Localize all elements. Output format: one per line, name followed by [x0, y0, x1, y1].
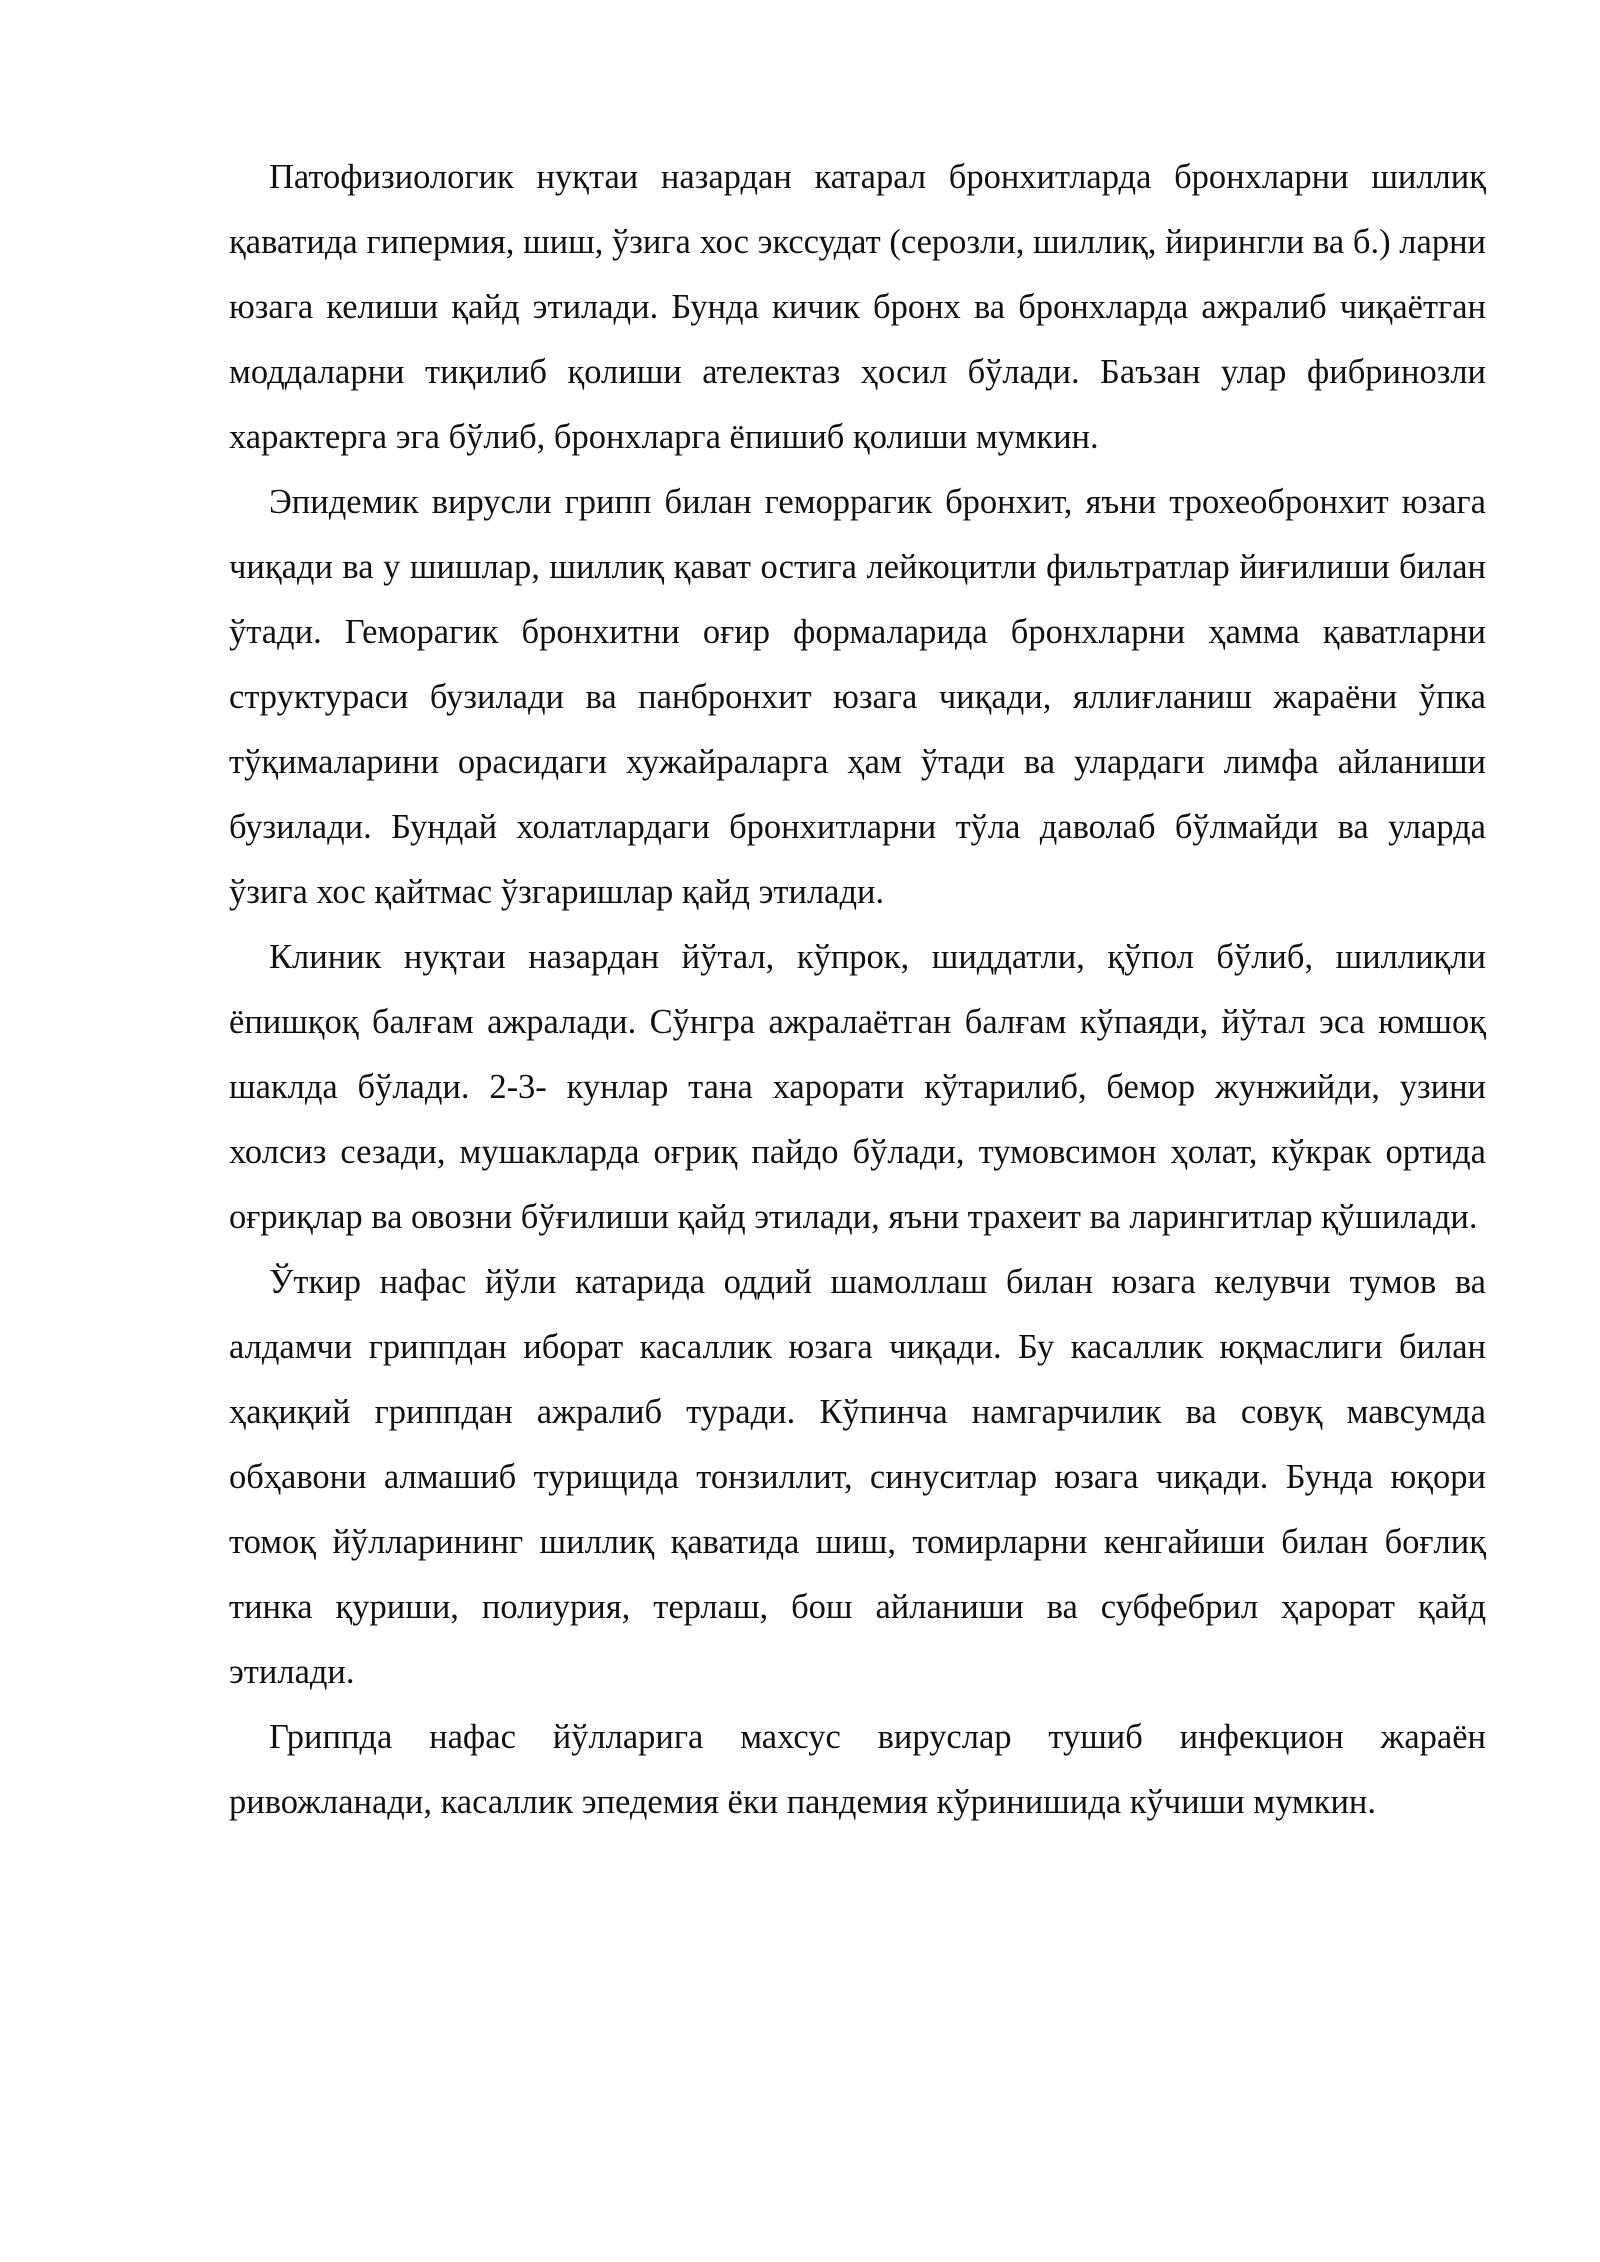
paragraph-acute-respiratory-catarrh: Ўткир нафас йўли катарида оддий шамоллаш билан юзага келувчи тумов ва алдамчи гриппдан иборат касаллик юзага чиқади. Бу касаллик юқмаслиги билан ҳақиқий гриппдан ажралиб туради. Кўпинча намгарчилик ва совуқ мавсумда обҳавони алмашиб турищида тонзиллит, синуситлар юзага чиқади. Бунда юқори томоқ йўлларининг шиллиқ қаватида шиш, томирларни кенгайиши билан боғлиқ тинка қуриши, полиурия, терлаш, бош айланиши ва субфебрил ҳарорат қайд этилади.	[229, 1263, 1486, 1691]
paragraph-influenza-viruses: Гриппда нафас йўлларига махсус вируслар тушиб инфекцион жараён ривожланади, касаллик эпедемия ёки пандемия кўринишида кўчиши мумкин.	[229, 1718, 1486, 1821]
paragraph-pathophysiology: Патофизиологик нуқтаи назардан катарал бронхитларда бронхларни шиллиқ қаватида гипермия, шиш, ўзига хос экссудат (серозли, шиллиқ, йирингли ва б.) ларни юзага келиши қайд этилади. Бунда кичик бронх ва бронхларда ажралиб чиқаётган моддаларни тиқилиб қолиши ателектаз ҳосил бўлади. Баъзан улар фибринозли характерга эга бўлиб, бронхларга ёпишиб қолиши мумкин.	[229, 158, 1486, 456]
paragraph-clinical-picture: Клиник нуқтаи назардан йўтал, кўпрок, шиддатли, қўпол бўлиб, шиллиқли ёпишқоқ балғам ажралади. Сўнгра ажралаётган балғам кўпаяди, йўтал эса юмшоқ шаклда бўлади. 2-3- кунлар тана харорати кўтарилиб, бемор жунжийди, узини холсиз сезади, мушакларда оғриқ пайдо бўлади, тумовсимон ҳолат, кўкрак ортида оғриқлар ва овозни бўғилиши қайд этилади, яъни трахеит ва ларингитлар қўшилади.	[229, 938, 1486, 1236]
paragraph-epidemic-influenza: Эпидемик вирусли грипп билан геморрагик бронхит, яъни трохеобронхит юзага чиқади ва у шишлар, шиллиқ қават остига лейкоцитли фильтратлар йиғилиши билан ўтади. Геморагик бронхитни оғир формаларида бронхларни ҳамма қаватларни структураси бузилади ва панбронхит юзага чиқади, яллиғланиш жараёни ўпка тўқималарини орасидаги хужайраларга ҳам ўтади ва улардаги лимфа айланиши бузилади. Бундай холатлардаги бронхитларни тўла даволаб бўлмайди ва уларда ўзига хос қайтмас ўзгаришлар қайд этилади.	[229, 483, 1486, 911]
document-body	[229, 145, 1486, 1835]
